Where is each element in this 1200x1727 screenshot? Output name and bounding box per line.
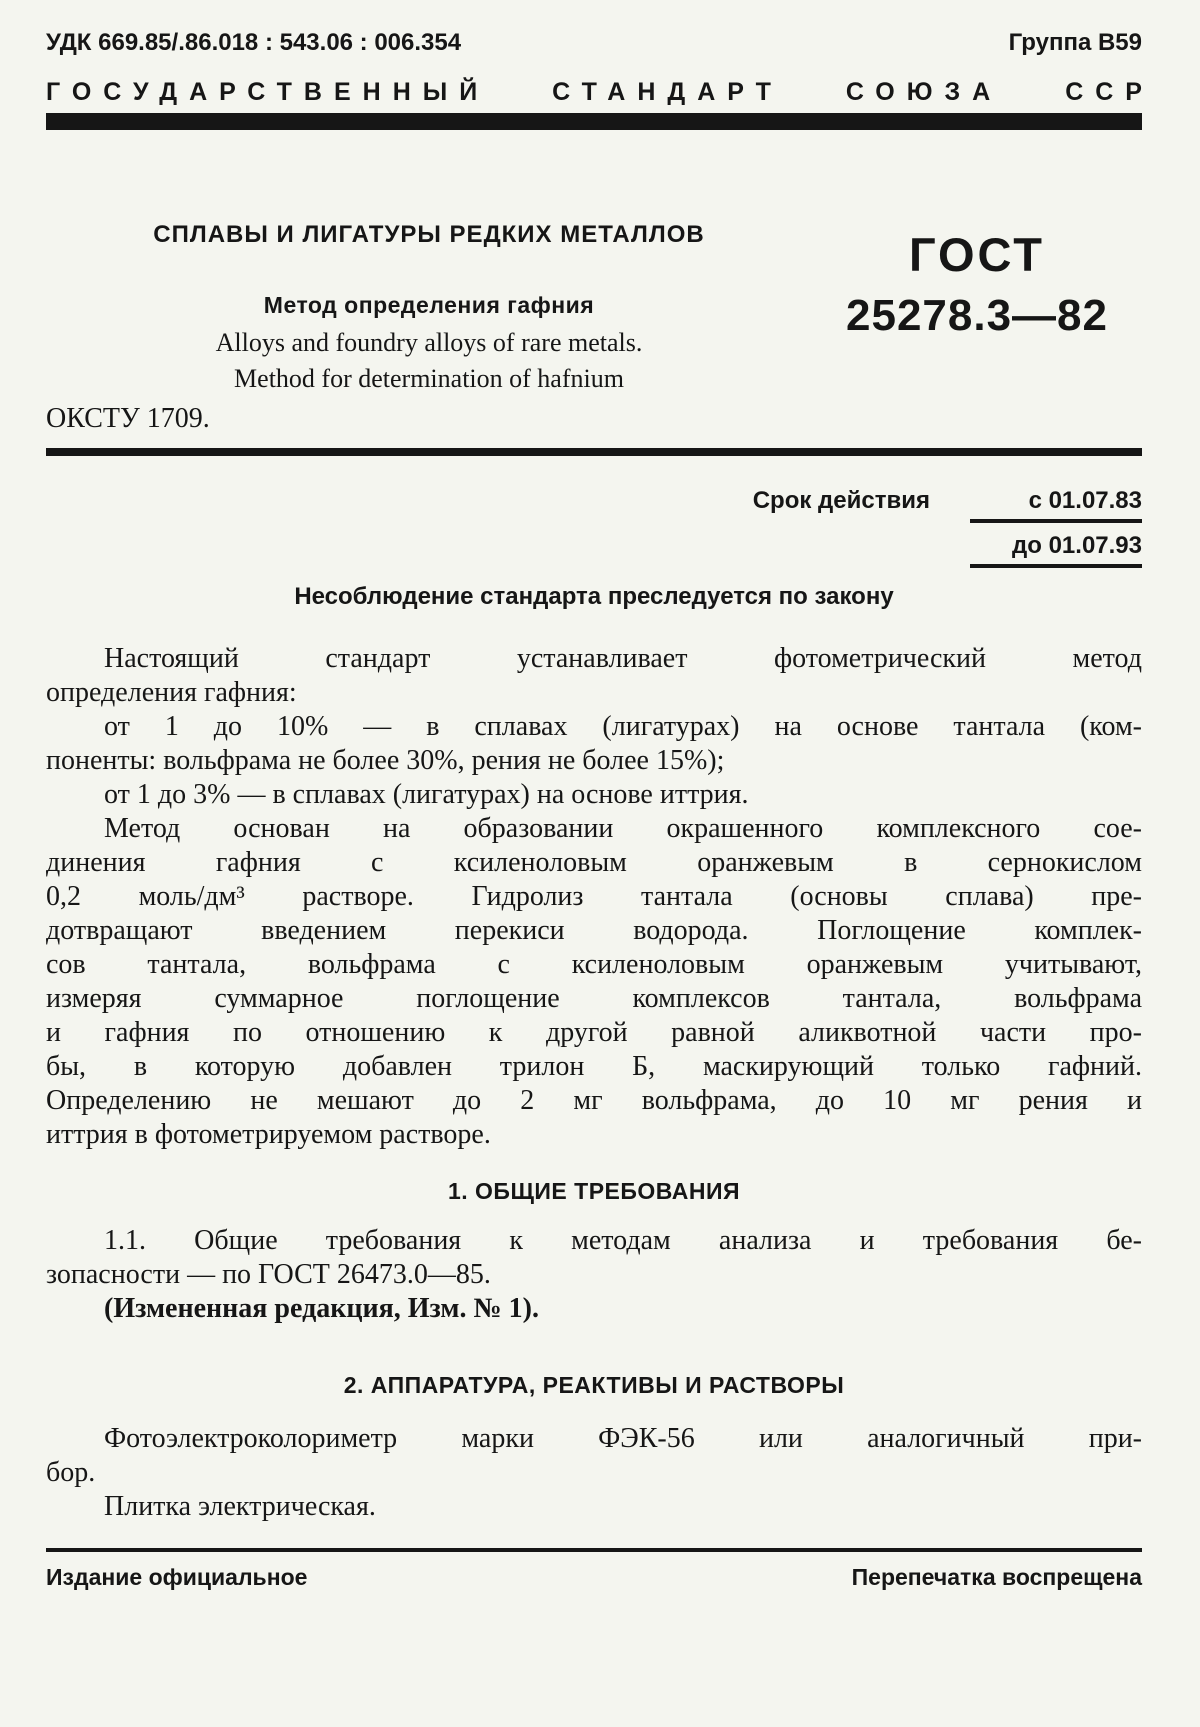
gost-designation <box>812 222 1142 397</box>
intro-line: измеряя суммарное поглощение комплексов тантала, вольфрама <box>46 983 1142 1014</box>
document-scan <box>0 30 1200 1727</box>
footer-right: Перепечатка воспрещена <box>851 1564 1142 1590</box>
intro-line: динения гафния с ксиленоловым оранжевым в сернокислом <box>46 847 1142 878</box>
section-1-heading: 1. ОБЩИЕ ТРЕБОВАНИЯ <box>447 1178 741 1204</box>
intro-line: бы, в которую добавлен трилон Б, маскирующий только гафний. <box>46 1051 1142 1082</box>
state-standard-word: ГОСУДАРСТВЕННЫЙ <box>46 78 490 106</box>
header-meta-row <box>46 30 1142 56</box>
validity-block <box>46 486 1142 568</box>
intro-line: дотвращают введением перекиси водорода. Поглощение комплек- <box>46 915 1142 946</box>
section-1-line: зопасности — по ГОСТ 26473.0—85. <box>46 1259 491 1290</box>
validity-to: до 01.07.93 <box>970 531 1142 568</box>
standard-title-en <box>46 325 812 397</box>
udk-code: УДК 669.85/.86.018 : 543.06 : 006.354 <box>46 29 462 56</box>
intro-line: Настоящий стандарт устанавливает фотометрический метод <box>104 643 1142 674</box>
state-standard-word: СОЮЗА <box>845 78 1003 106</box>
gost-number: 25278.3—82 <box>846 291 1108 340</box>
intro-line: 0,2 моль/дм³ растворе. Гидролиз тантала (основы сплава) пре- <box>46 881 1142 912</box>
standard-title-ru: СПЛАВЫ И ЛИГАТУРЫ РЕДКИХ МЕТАЛЛОВ <box>153 221 705 248</box>
law-notice: Несоблюдение стандарта преследуется по закону <box>294 583 894 610</box>
intro-paragraphs <box>46 642 1142 1152</box>
section-2-heading: 2. АППАРАТУРА, РЕАКТИВЫ И РАСТВОРЫ <box>343 1372 845 1398</box>
state-standard-title <box>46 78 1154 106</box>
title-left-column <box>46 222 812 397</box>
intro-line: иттрия в фотометрируемом растворе. <box>46 1119 491 1150</box>
intro-line: Метод основан на образовании окрашенного комплексного сое- <box>104 813 1142 844</box>
intro-line: Определению не мешают до 2 мг вольфрама, до 10 мг рения и <box>46 1085 1142 1116</box>
document-page <box>0 30 1200 1590</box>
title-block <box>46 222 1142 397</box>
section-1-line: (Измененная редакция, Изм. № 1). <box>104 1293 539 1324</box>
section-2-line: Фотоэлектроколориметр марки ФЭК-56 или аналогичный при- <box>104 1423 1142 1454</box>
footer-rule <box>46 1548 1142 1552</box>
divider-rule <box>46 448 1142 456</box>
validity-dates <box>970 486 1142 568</box>
intro-line: от 1 до 3% — в сплавах (лигатурах) на основе иттрия. <box>104 779 749 810</box>
title-en-line1: Alloys and foundry alloys of rare metals. <box>215 328 643 357</box>
section-1-body <box>46 1224 1142 1326</box>
footer-row <box>46 1564 1142 1590</box>
footer-left: Издание официальное <box>46 1564 308 1590</box>
standard-subtitle-ru: Метод определения гафния <box>263 292 595 318</box>
intro-line: и гафния по отношению к другой равной аликвотной части про- <box>46 1017 1142 1048</box>
section-2-line: бор. <box>46 1457 96 1488</box>
header-divider-bar <box>46 113 1142 130</box>
gost-label: ГОСТ <box>908 228 1046 281</box>
okstu-code: ОКСТУ 1709. <box>46 403 210 434</box>
state-standard-word: ССР <box>1065 78 1154 106</box>
title-en-line2: Method for determination of hafnium <box>234 364 624 393</box>
intro-line: определения гафния: <box>46 677 297 708</box>
validity-from: с 01.07.83 <box>970 486 1142 523</box>
state-standard-word: СТАНДАРТ <box>552 78 783 106</box>
intro-line: поненты: вольфрама не более 30%, рения не более 15%); <box>46 745 725 776</box>
section-2-body <box>46 1422 1142 1524</box>
group-code: Группа В59 <box>1008 29 1142 56</box>
intro-line: сов тантала, вольфрама с ксиленоловым оранжевым учитывают, <box>46 949 1142 980</box>
section-1-line: 1.1. Общие требования к методам анализа и требования бе- <box>104 1225 1142 1256</box>
intro-line: от 1 до 10% — в сплавах (лигатурах) на основе тантала (ком- <box>104 711 1142 742</box>
section-2-line: Плитка электрическая. <box>104 1491 376 1522</box>
validity-label: Срок действия <box>752 487 930 514</box>
